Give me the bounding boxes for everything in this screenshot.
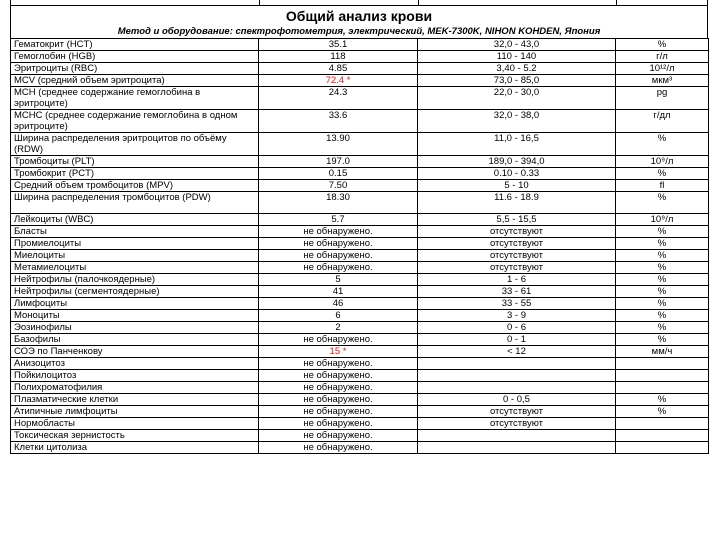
test-name: Ширина распределения эритроцитов по объёму (RDW)	[11, 133, 259, 156]
table-row	[11, 192, 709, 214]
unit: г/дл	[616, 110, 709, 133]
test-name: Тромбокрит (PCT)	[11, 168, 259, 180]
test-value: не обнаружено.	[259, 370, 418, 382]
unit	[616, 442, 709, 454]
report-sheet	[10, 0, 708, 454]
reference-range: 33 - 61	[418, 286, 616, 298]
unit	[616, 430, 709, 442]
unit: pg	[616, 87, 709, 110]
table-row	[11, 63, 709, 75]
test-name: Миелоциты	[11, 250, 259, 262]
table-row	[11, 418, 709, 430]
reference-range: 1 - 6	[418, 274, 616, 286]
unit	[616, 382, 709, 394]
table-row	[11, 274, 709, 286]
table-row	[11, 370, 709, 382]
table-row	[11, 226, 709, 238]
reference-range: 0 - 0,5	[418, 394, 616, 406]
table-row	[11, 358, 709, 370]
unit: мм/ч	[616, 346, 709, 358]
report-header	[10, 6, 708, 38]
unit: 10¹²/л	[616, 63, 709, 75]
test-value: не обнаружено.	[259, 382, 418, 394]
report-title: Общий анализ крови	[285, 8, 433, 24]
test-name: Плазматические клетки	[11, 394, 259, 406]
table-row	[11, 334, 709, 346]
table-row	[11, 51, 709, 63]
test-value: 24.3	[259, 87, 418, 110]
test-name: Анизоцитоз	[11, 358, 259, 370]
reference-range: 0 - 6	[418, 322, 616, 334]
reference-range: 189,0 - 394,0	[418, 156, 616, 168]
reference-range: 32,0 - 38,0	[418, 110, 616, 133]
test-name: Ширина распределения тромбоцитов (PDW)	[11, 192, 259, 214]
unit	[616, 418, 709, 430]
unit: 10⁹/л	[616, 156, 709, 168]
test-value: не обнаружено.	[259, 238, 418, 250]
test-value: 5	[259, 274, 418, 286]
test-name: Моноциты	[11, 310, 259, 322]
table-row	[11, 250, 709, 262]
unit: %	[616, 334, 709, 346]
reference-range: отсутствуют	[418, 262, 616, 274]
table-row	[11, 238, 709, 250]
table-row	[11, 310, 709, 322]
reference-range	[418, 430, 616, 442]
unit: %	[616, 274, 709, 286]
table-row	[11, 75, 709, 87]
test-name: Эритроциты (RBC)	[11, 63, 259, 75]
table-row	[11, 382, 709, 394]
test-name: Нейтрофилы (сегментоядерные)	[11, 286, 259, 298]
test-name: Лимфоциты	[11, 298, 259, 310]
results-table	[10, 38, 709, 454]
unit: %	[616, 133, 709, 156]
test-value: 35.1	[259, 39, 418, 51]
unit: г/л	[616, 51, 709, 63]
table-row	[11, 168, 709, 180]
unit: %	[616, 394, 709, 406]
reference-range: < 12	[418, 346, 616, 358]
unit: %	[616, 310, 709, 322]
unit: %	[616, 226, 709, 238]
test-value: не обнаружено.	[259, 394, 418, 406]
table-row	[11, 180, 709, 192]
test-value: не обнаружено.	[259, 226, 418, 238]
test-name: Средний объем тромбоцитов (MPV)	[11, 180, 259, 192]
reference-range	[418, 382, 616, 394]
test-value: 13.90	[259, 133, 418, 156]
reference-range	[418, 370, 616, 382]
test-name: Клетки цитолиза	[11, 442, 259, 454]
previous-table-edge	[10, 0, 708, 6]
test-name: Гемоглобин (HGB)	[11, 51, 259, 63]
test-name: Атипичные лимфоциты	[11, 406, 259, 418]
test-value: 5.7	[259, 214, 418, 226]
unit: %	[616, 286, 709, 298]
test-value: 2	[259, 322, 418, 334]
reference-range	[418, 442, 616, 454]
test-name: Бласты	[11, 226, 259, 238]
test-name: Пойкилоцитоз	[11, 370, 259, 382]
test-name: Промиелоциты	[11, 238, 259, 250]
test-value: не обнаружено.	[259, 358, 418, 370]
reference-range: 110 - 140	[418, 51, 616, 63]
reference-range: 0.10 - 0.33	[418, 168, 616, 180]
test-name: MCV (средний объем эритроцита)	[11, 75, 259, 87]
reference-range: отсутствуют	[418, 418, 616, 430]
test-name: MCHC (среднее содержание гемоглобина в одном эритроците)	[11, 110, 259, 133]
test-name: СОЭ по Панченкову	[11, 346, 259, 358]
unit: %	[616, 39, 709, 51]
test-value: не обнаружено.	[259, 334, 418, 346]
reference-range: 0 - 1	[418, 334, 616, 346]
unit: %	[616, 168, 709, 180]
unit: %	[616, 250, 709, 262]
test-value: не обнаружено.	[259, 406, 418, 418]
test-value: не обнаружено.	[259, 418, 418, 430]
table-row	[11, 322, 709, 334]
unit: 10⁹/л	[616, 214, 709, 226]
reference-range: 33 - 55	[418, 298, 616, 310]
table-row	[11, 156, 709, 168]
test-value: не обнаружено.	[259, 262, 418, 274]
test-value: 4.85	[259, 63, 418, 75]
test-name: Нейтрофилы (палочкоядерные)	[11, 274, 259, 286]
test-value: 46	[259, 298, 418, 310]
test-name: Полихроматофилия	[11, 382, 259, 394]
test-name: Метамиелоциты	[11, 262, 259, 274]
test-value: 18.30	[259, 192, 418, 214]
reference-range: 11,0 - 16,5	[418, 133, 616, 156]
table-row	[11, 286, 709, 298]
unit	[616, 358, 709, 370]
reference-range	[418, 358, 616, 370]
reference-range: 3,40 - 5.2	[418, 63, 616, 75]
results-body	[11, 39, 709, 454]
test-name: Лейкоциты (WBC)	[11, 214, 259, 226]
reference-range: отсутствуют	[418, 238, 616, 250]
table-row	[11, 442, 709, 454]
test-name: Эозинофилы	[11, 322, 259, 334]
reference-range: 22,0 - 30,0	[418, 87, 616, 110]
reference-range: 11.6 - 18.9	[418, 192, 616, 214]
unit: %	[616, 192, 709, 214]
test-name: Гематокрит (HCT)	[11, 39, 259, 51]
unit: мкм³	[616, 75, 709, 87]
table-row	[11, 430, 709, 442]
table-row	[11, 394, 709, 406]
reference-range: 73,0 - 85,0	[418, 75, 616, 87]
test-value: 0.15	[259, 168, 418, 180]
unit: %	[616, 406, 709, 418]
reference-range: 32,0 - 43,0	[418, 39, 616, 51]
test-value: 41	[259, 286, 418, 298]
test-value: 15 *	[259, 346, 418, 358]
test-name: Нормобласты	[11, 418, 259, 430]
test-value: не обнаружено.	[259, 442, 418, 454]
method-line: Метод и оборудование: спектрофотометрия, электрический, MEK-7300K, NIHON KOHDEN, Япония	[117, 26, 601, 37]
table-row	[11, 214, 709, 226]
test-name: Токсическая зернистость	[11, 430, 259, 442]
reference-range: 5 - 10	[418, 180, 616, 192]
test-value: 197.0	[259, 156, 418, 168]
unit: fl	[616, 180, 709, 192]
unit: %	[616, 298, 709, 310]
table-row	[11, 39, 709, 51]
reference-range: отсутствуют	[418, 250, 616, 262]
test-value: 72.4 *	[259, 75, 418, 87]
table-row	[11, 406, 709, 418]
reference-range: отсутствуют	[418, 226, 616, 238]
table-row	[11, 262, 709, 274]
test-value: 118	[259, 51, 418, 63]
test-value: не обнаружено.	[259, 250, 418, 262]
unit: %	[616, 322, 709, 334]
test-value: 7.50	[259, 180, 418, 192]
test-value: 6	[259, 310, 418, 322]
reference-range: 5,5 - 15,5	[418, 214, 616, 226]
table-row	[11, 133, 709, 156]
unit	[616, 370, 709, 382]
test-value: 33.6	[259, 110, 418, 133]
table-row	[11, 110, 709, 133]
unit: %	[616, 262, 709, 274]
unit: %	[616, 238, 709, 250]
reference-range: 3 - 9	[418, 310, 616, 322]
table-row	[11, 87, 709, 110]
test-name: MCH (среднее содержание гемоглобина в эритроците)	[11, 87, 259, 110]
reference-range: отсутствуют	[418, 406, 616, 418]
table-row	[11, 346, 709, 358]
test-value: не обнаружено.	[259, 430, 418, 442]
test-name: Тромбоциты (PLT)	[11, 156, 259, 168]
test-name: Базофилы	[11, 334, 259, 346]
table-row	[11, 298, 709, 310]
